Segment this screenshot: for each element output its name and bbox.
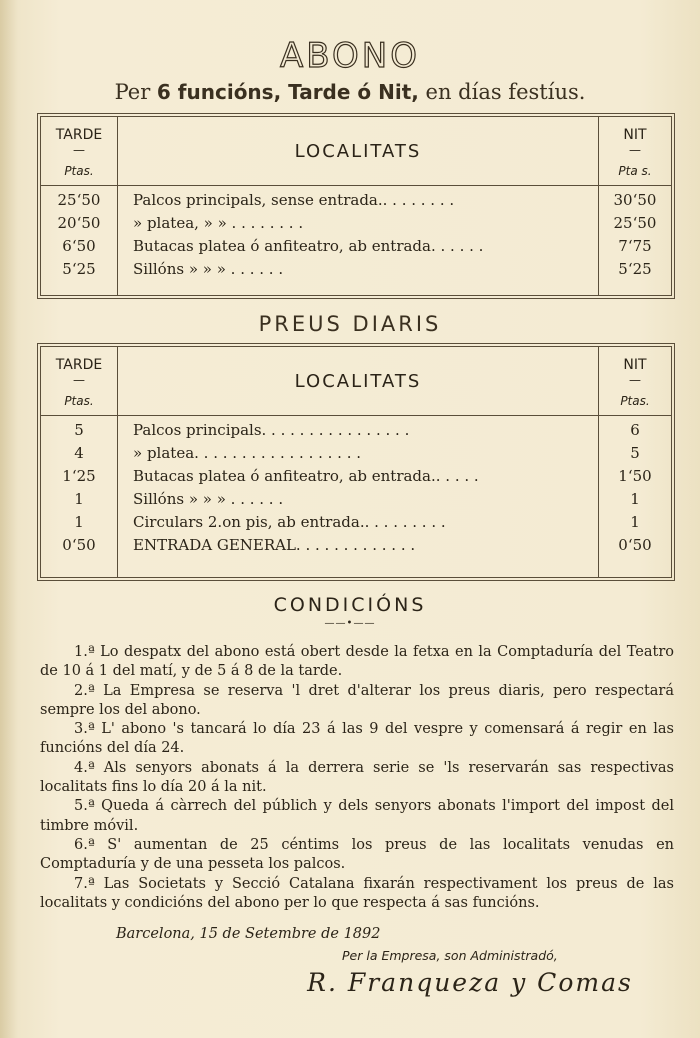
condition-item: 7.ª Las Societats y Secció Catalana fixarán respectivament los preus de las localitats y condicións del abono per lo que respecta á sas funcións. — [40, 875, 674, 911]
header-tarde — [41, 117, 118, 185]
localitat-name: Sillóns » » » . . . . . . — [133, 490, 284, 508]
table-row — [41, 536, 671, 559]
table-body — [41, 421, 671, 559]
conditions-list — [40, 643, 674, 913]
table-row — [41, 444, 671, 467]
table-row — [41, 260, 671, 283]
header-tarde-label: TARDE — [55, 357, 103, 373]
subtitle-suffix: en días festíus. — [425, 80, 586, 104]
price-tarde: 0‘50 — [62, 536, 96, 554]
condition-item: 2.ª La Empresa se reserva 'l dret d'alterar los preus diaris, pero respectará sempre los del abono. — [40, 682, 674, 718]
price-nit: 30‘50 — [613, 191, 657, 209]
localitat-name: Palcos principals. . . . . . . . . . . . . . . . — [133, 421, 410, 439]
price-tarde: 1 — [74, 490, 84, 508]
condition-item: 5.ª Queda á càrrech del públich y dels senyors abonats l'import del impost del timbre móvil. — [40, 798, 674, 834]
header-tarde-unit: Ptas. — [64, 394, 94, 408]
localitat-name: » platea. . . . . . . . . . . . . . . . . . — [133, 444, 362, 462]
localitat-name: Palcos principals, sense entrada.. . . . . . . . — [133, 191, 455, 209]
subtitle-bold: 6 funcións, Tarde ó Nit, — [156, 80, 419, 104]
header-nit — [598, 347, 671, 415]
table-row — [41, 490, 671, 513]
price-nit: 5‘25 — [618, 260, 652, 278]
price-tarde: 20‘50 — [57, 214, 101, 232]
localitat-name: Circulars 2.on pis, ab entrada.. . . . . . . . . — [133, 513, 446, 531]
abono-price-table — [40, 116, 672, 296]
header-tarde-unit: Ptas. — [64, 164, 94, 178]
table-row — [41, 214, 671, 237]
header-localitats: LOCALITATS — [294, 371, 422, 392]
price-tarde: 5‘25 — [62, 260, 96, 278]
condition-item: 3.ª L' abono 's tancará lo día 23 á las 9 del vespre y comensará á regir en las funcións del día 24. — [40, 721, 674, 757]
localitat-name: Butacas platea ó anfiteatro, ab entrada. . . . . . — [133, 237, 484, 255]
header-nit-label: NIT — [623, 127, 647, 143]
localitat-name: » platea, » » . . . . . . . . — [133, 214, 304, 232]
header-localitats: LOCALITATS — [294, 141, 422, 162]
signature: R. Franqueza y Comas — [307, 968, 633, 997]
subtitle-prefix: Per — [114, 80, 151, 104]
localitat-name: ENTRADA GENERAL. . . . . . . . . . . . . — [133, 536, 416, 554]
table-row — [41, 237, 671, 260]
diaris-price-table — [40, 346, 672, 578]
header-nit — [598, 117, 671, 185]
price-nit: 1‘50 — [618, 467, 652, 485]
header-nit-label: NIT — [623, 357, 647, 373]
price-nit: 0‘50 — [618, 536, 652, 554]
date-line: Barcelona, 15 de Setembre de 1892 — [116, 926, 381, 942]
price-nit: 6 — [630, 421, 640, 439]
price-tarde: 1 — [74, 513, 84, 531]
table-body — [41, 191, 671, 283]
table-row — [41, 421, 671, 444]
price-tarde: 4 — [74, 444, 84, 462]
price-tarde: 6‘50 — [62, 237, 96, 255]
table-row — [41, 467, 671, 490]
table-row — [41, 513, 671, 536]
table-header — [41, 117, 671, 186]
price-nit: 1 — [630, 513, 640, 531]
price-nit: 5 — [630, 444, 640, 462]
price-tarde: 1‘25 — [62, 467, 96, 485]
subtitle — [0, 80, 700, 104]
header-nit-unit: Pta s. — [618, 164, 652, 178]
header-tarde — [41, 347, 118, 415]
header-nit-unit: Ptas. — [620, 394, 650, 408]
condition-item: 1.ª Lo despatx del abono está obert desde la fetxa en la Comptaduría del Teatro de 10 á 1 del matí, y de 5 á 8 de la tarde. — [40, 644, 674, 680]
price-tarde: 5 — [74, 421, 84, 439]
condition-item: 4.ª Als senyors abonats á la derrera serie se 'ls reservarán sas respectivas localitats fins lo día 20 á la nit. — [40, 759, 674, 796]
diaris-section-title: PREUS DIARIS — [258, 312, 442, 336]
price-tarde: 25‘50 — [57, 191, 101, 209]
price-nit: 1 — [630, 490, 640, 508]
table-header — [41, 347, 671, 416]
header-nit-dash: — — [629, 143, 641, 157]
header-tarde-dash: — — [73, 373, 85, 387]
price-nit: 7‘75 — [618, 237, 652, 255]
header-tarde-dash: — — [73, 143, 85, 157]
company-line: Per la Empresa, son Administradó, — [342, 948, 558, 963]
header-nit-dash: — — [629, 373, 641, 387]
localitat-name: Sillóns » » » . . . . . . — [133, 260, 284, 278]
condition-item: 6.ª S' aumentan de 25 céntims los preus de las localitats venudas en Comptaduría y de una pesseta los palcos. — [40, 836, 674, 873]
conditions-title: CONDICIÓNS — [273, 594, 427, 616]
table-row — [41, 191, 671, 214]
page-title: ABONO — [280, 36, 420, 76]
localitat-name: Butacas platea ó anfiteatro, ab entrada.. . . . . — [133, 467, 479, 485]
price-nit: 25‘50 — [613, 214, 657, 232]
ornament-divider: ——•—— — [324, 618, 376, 629]
header-tarde-label: TARDE — [55, 127, 103, 143]
